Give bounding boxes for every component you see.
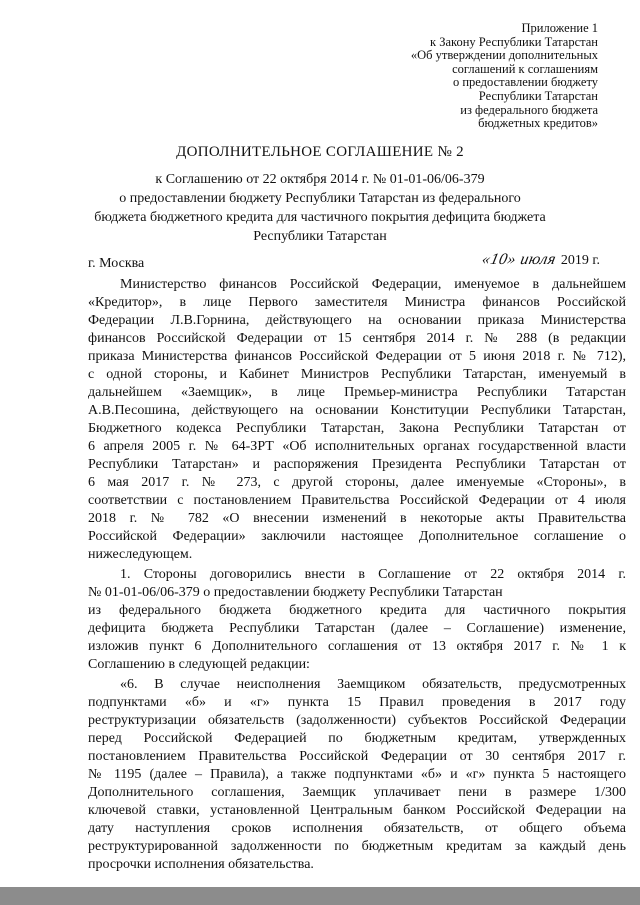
appendix-line: Приложение 1 [521, 21, 598, 35]
subtitle-line: бюджета бюджетного кредита для частичного покрытия дефицита бюджета [94, 210, 546, 225]
body-line: нижеследующем. [88, 547, 193, 562]
body-line: 6 апреля 2005 г. № 64-ЗРТ «Об исполнительных органах государственной власти [88, 439, 626, 454]
body-line: Соглашению в следующей редакции: [88, 657, 310, 672]
body-line: просрочки исполнения обязательства. [88, 857, 314, 872]
body-line: Республики Татарстан» и распоряжения Президента Республики Татарстан от [88, 457, 626, 472]
body-line: Дополнительного соглашения, Заемщик уплачивает пени в размере 1/300 [88, 785, 626, 800]
subtitle-line: к Соглашению от 22 октября 2014 г. № 01-01-06/06-379 [155, 172, 485, 187]
date-year: 2019 г. [560, 253, 600, 268]
appendix-line: «Об утверждении дополнительных [410, 48, 598, 63]
body-line: подпунктами «б» и «г» пункта 15 Правил проведения в 2017 году [88, 695, 626, 710]
signing-date [479, 251, 600, 269]
body-line: финансов Российской Федерации от 15 сентября 2014 г. № 288 (в редакции [88, 331, 626, 346]
body-line: соответствии с постановлением Правительства Российской Федерации от 4 июля [88, 493, 626, 508]
appendix-line: о предоставлении бюджету [452, 75, 598, 90]
body-line: постановлением Правительства Российской Федерации от 30 сентября 2017 г. [88, 749, 626, 764]
appendix-line: Республики Татарстан [478, 88, 598, 103]
body-line: ключевой ставки, установленной Центральным банком Российской Федерации на [88, 803, 626, 818]
body-line: Министерство финансов Российской Федерации, именуемое в дальнейшем [120, 277, 626, 292]
document-subtitle [80, 170, 560, 246]
body-line: 6 мая 2017 г. № 273, с другой стороны, далее именуемые «Стороны», в [88, 475, 626, 490]
scan-bottom-edge [0, 887, 640, 905]
body-line: перед Российской Федерацией по бюджетным кредитам, утвержденных [88, 731, 626, 746]
body-line: с одной стороны, и Кабинет Министров Республики Татарстан, именуемый в [88, 367, 626, 382]
body-line: дату наступления сроков исполнения обязательств, от общего объема [88, 821, 626, 836]
document-title: ДОПОЛНИТЕЛЬНОЕ СОГЛАШЕНИЕ № 2 [176, 144, 464, 160]
body-line: реструктуризации обязательств (задолженности) субъектов Российской Федерации [88, 713, 626, 728]
body-line: А.В.Песошина, действующего на основании Конституции Республики Татарстан, [88, 403, 626, 418]
appendix-line: соглашений к соглашениям [452, 61, 598, 76]
body-line: «Кредитор», в лице Первого заместителя Министра финансов Российской [88, 295, 626, 310]
body-line: изложив пункт 6 Дополнительного соглашения от 13 октября 2017 г. № 1 к [88, 639, 626, 654]
handwritten-date: «10» июля [479, 251, 558, 268]
body-line: Федерации Л.В.Горнина, действующего на основании приказа Министерства [88, 313, 626, 328]
body-line: № 01-01-06/06-379 о предоставлении бюджету Республики Татарстан [88, 585, 503, 600]
subtitle-line: о предоставлении бюджету Республики Татарстан из федерального [119, 191, 521, 206]
body-line: «6. В случае неисполнения Заемщиком обязательств, предусмотренных [120, 677, 626, 692]
body-line: 1. Стороны договорились внести в Соглашение от 22 октября 2014 г. [120, 567, 626, 582]
body-line: приказа Министерства финансов Российской Федерации от 5 июня 2018 г. № 712), [88, 349, 626, 364]
appendix-line: бюджетных кредитов» [478, 116, 598, 131]
body-line: Бюджетного кодекса Республики Татарстан, Закона Республики Татарстан от [88, 421, 626, 436]
body-line: дефицита бюджета Республики Татарстан (далее – Соглашение) изменение, [88, 621, 626, 636]
body-line: из федерального бюджета бюджетного кредита для частичного покрытия [88, 603, 626, 618]
appendix-block [338, 22, 598, 131]
appendix-line: к Закону Республики Татарстан [430, 34, 598, 49]
appendix-line: из федерального бюджета [460, 102, 598, 117]
body-line: дальнейшем «Заемщик», в лице Премьер-министра Республики Татарстан [88, 385, 626, 400]
body-line: реструктурированной задолженности по бюджетным кредитам за каждый день [88, 839, 626, 854]
body-line: Российской Федерации» заключили настоящее Дополнительное соглашение о [88, 529, 626, 544]
place: г. Москва [88, 256, 145, 271]
body-line: № 1195 (далее – Правила), а также подпунктами «б» и «г» пункта 5 настоящего [88, 767, 626, 782]
body-line: 2018 г. № 782 «О внесении изменений в некоторые акты Правительства [88, 511, 626, 526]
subtitle-line: Республики Татарстан [253, 229, 387, 244]
